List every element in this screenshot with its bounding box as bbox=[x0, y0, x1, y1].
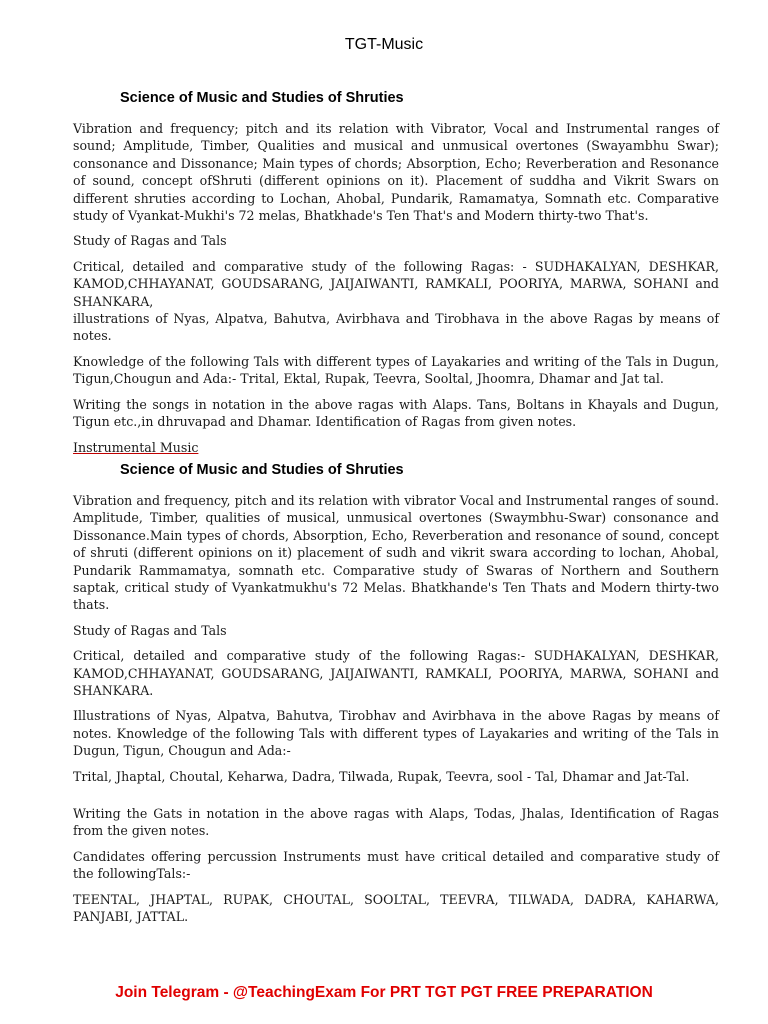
paragraph-instrumental-illustrations: Illustrations of Nyas, Alpatva, Bahutva, Tirobhav and Avirbhava in the above Ragas by means of notes. Knowledge of the following Tals with different types of Layakaries and writing of the Tals in Dugun, Tigun, Chougun and Ada:- bbox=[73, 708, 719, 759]
paragraph-vocal-tals: Knowledge of the following Tals with different types of Layakaries and writing of the Tals in Dugun, Tigun,Chougun and Ada:- Trital, Ektal, Rupak, Teevra, Sooltal, Jhoomra, Dhamar and Jat tal. bbox=[73, 353, 719, 387]
paragraph-vocal-notation: Writing the songs in notation in the above ragas with Alaps. Tans, Boltans in Khayals and Dugun, Tigun etc.,in dhruvapad and Dhamar. Identification of Ragas from given notes. bbox=[73, 396, 719, 430]
subheading-instrumental-ragas-tals: Study of Ragas and Tals bbox=[73, 622, 227, 638]
section-heading-instrumental: Science of Music and Studies of Shruties bbox=[120, 461, 404, 478]
paragraph-instrumental-gats: Writing the Gats in notation in the above ragas with Alaps, Todas, Jhalas, Identification of Ragas from the given notes. bbox=[73, 806, 719, 839]
instrumental-music-label[interactable]: Instrumental Music bbox=[73, 439, 199, 455]
section-heading-vocal: Science of Music and Studies of Shruties bbox=[120, 90, 404, 106]
paragraph-instrumental-tals-list: Trital, Jhaptal, Choutal, Keharwa, Dadra, Tilwada, Rupak, Teevra, sool - Tal, Dhamar and Jat-Tal. bbox=[73, 768, 690, 784]
paragraph-instrumental-ragas: Critical, detailed and comparative study of the following Ragas:- SUDHAKALYAN, DESHKAR, KAMOD,CHHAYANAT, GOUDSARANG, JAIJAIWANTI, RAMKALI, POORIYA, MARWA, SOHANI and SHANKARA. bbox=[73, 648, 719, 698]
paragraph-percussion-intro: Candidates offering percussion Instruments must have critical detailed and comparative study of the followingTals:- bbox=[73, 848, 719, 882]
telegram-footer-banner: Join Telegram - @TeachingExam For PRT TGT PGT FREE PREPARATION bbox=[115, 984, 653, 1001]
page-header: TGT-Music bbox=[344, 36, 424, 53]
subheading-vocal-ragas-tals: Study of Ragas and Tals bbox=[73, 233, 227, 249]
paragraph-vocal-illustrations: illustrations of Nyas, Alpatva, Bahutva, Avirbhava and Tirobhava in the above Ragas by means of notes. bbox=[73, 311, 719, 344]
paragraph-percussion-tals: TEENTAL, JHAPTAL, RUPAK, CHOUTAL, SOOLTAL, TEEVRA, TILWADA, DADRA, KAHARWA, PANJABI, JATTAL. bbox=[73, 891, 719, 925]
paragraph-instrumental-science: Vibration and frequency, pitch and its relation with vibrator Vocal and Instrumental ranges of sound. Amplitude, Timber, qualities of musical, unmusical overtones (Swaymbhu-Swar) consonance and Dissonance.Main types of chords, Absorption, Echo, Reverberation and resonance of sound, concept of shruti (different opinions on it) placement of sudh and vikrit swara according to lochan, Ahobal, Pundarik Rammamatya, somnath etc. Comparative study of Swaras of Northern and Southern saptak, critical study of Vyankatmukhu's 72 Melas. Bhatkhande's Ten Thats and Modern thirty-two thats. bbox=[73, 492, 719, 613]
document-body bbox=[73, 88, 719, 933]
paragraph-vocal-science: Vibration and frequency; pitch and its relation with Vibrator, Vocal and Instrumental ranges of sound; Amplitude, Timber, Qualities and musical and unmusical overtones (Swayambhu Swar); consonance and Dissonance; Main types of chords; Absorption, Echo; Reverberation and Resonance of sound, concept ofShruti (different opinions on it). Placement of suddha and Vikrit Swars on different shruties according to Lochan, Ahobal, Pundarik, Ramamatya, Somnath etc. Comparative study of Vyankat-Mukhi's 72 melas, Bhatkhade's Ten That's and Modern thirty-two That's. bbox=[73, 121, 719, 224]
paragraph-vocal-ragas: Critical, detailed and comparative study of the following Ragas: - SUDHAKALYAN, DESHKAR, KAMOD,CHHAYANAT, GOUDSARANG, JAIJAIWANTI, RAMKALI, POORIYA, MARWA, SOHANI and SHANKARA, bbox=[73, 258, 719, 309]
